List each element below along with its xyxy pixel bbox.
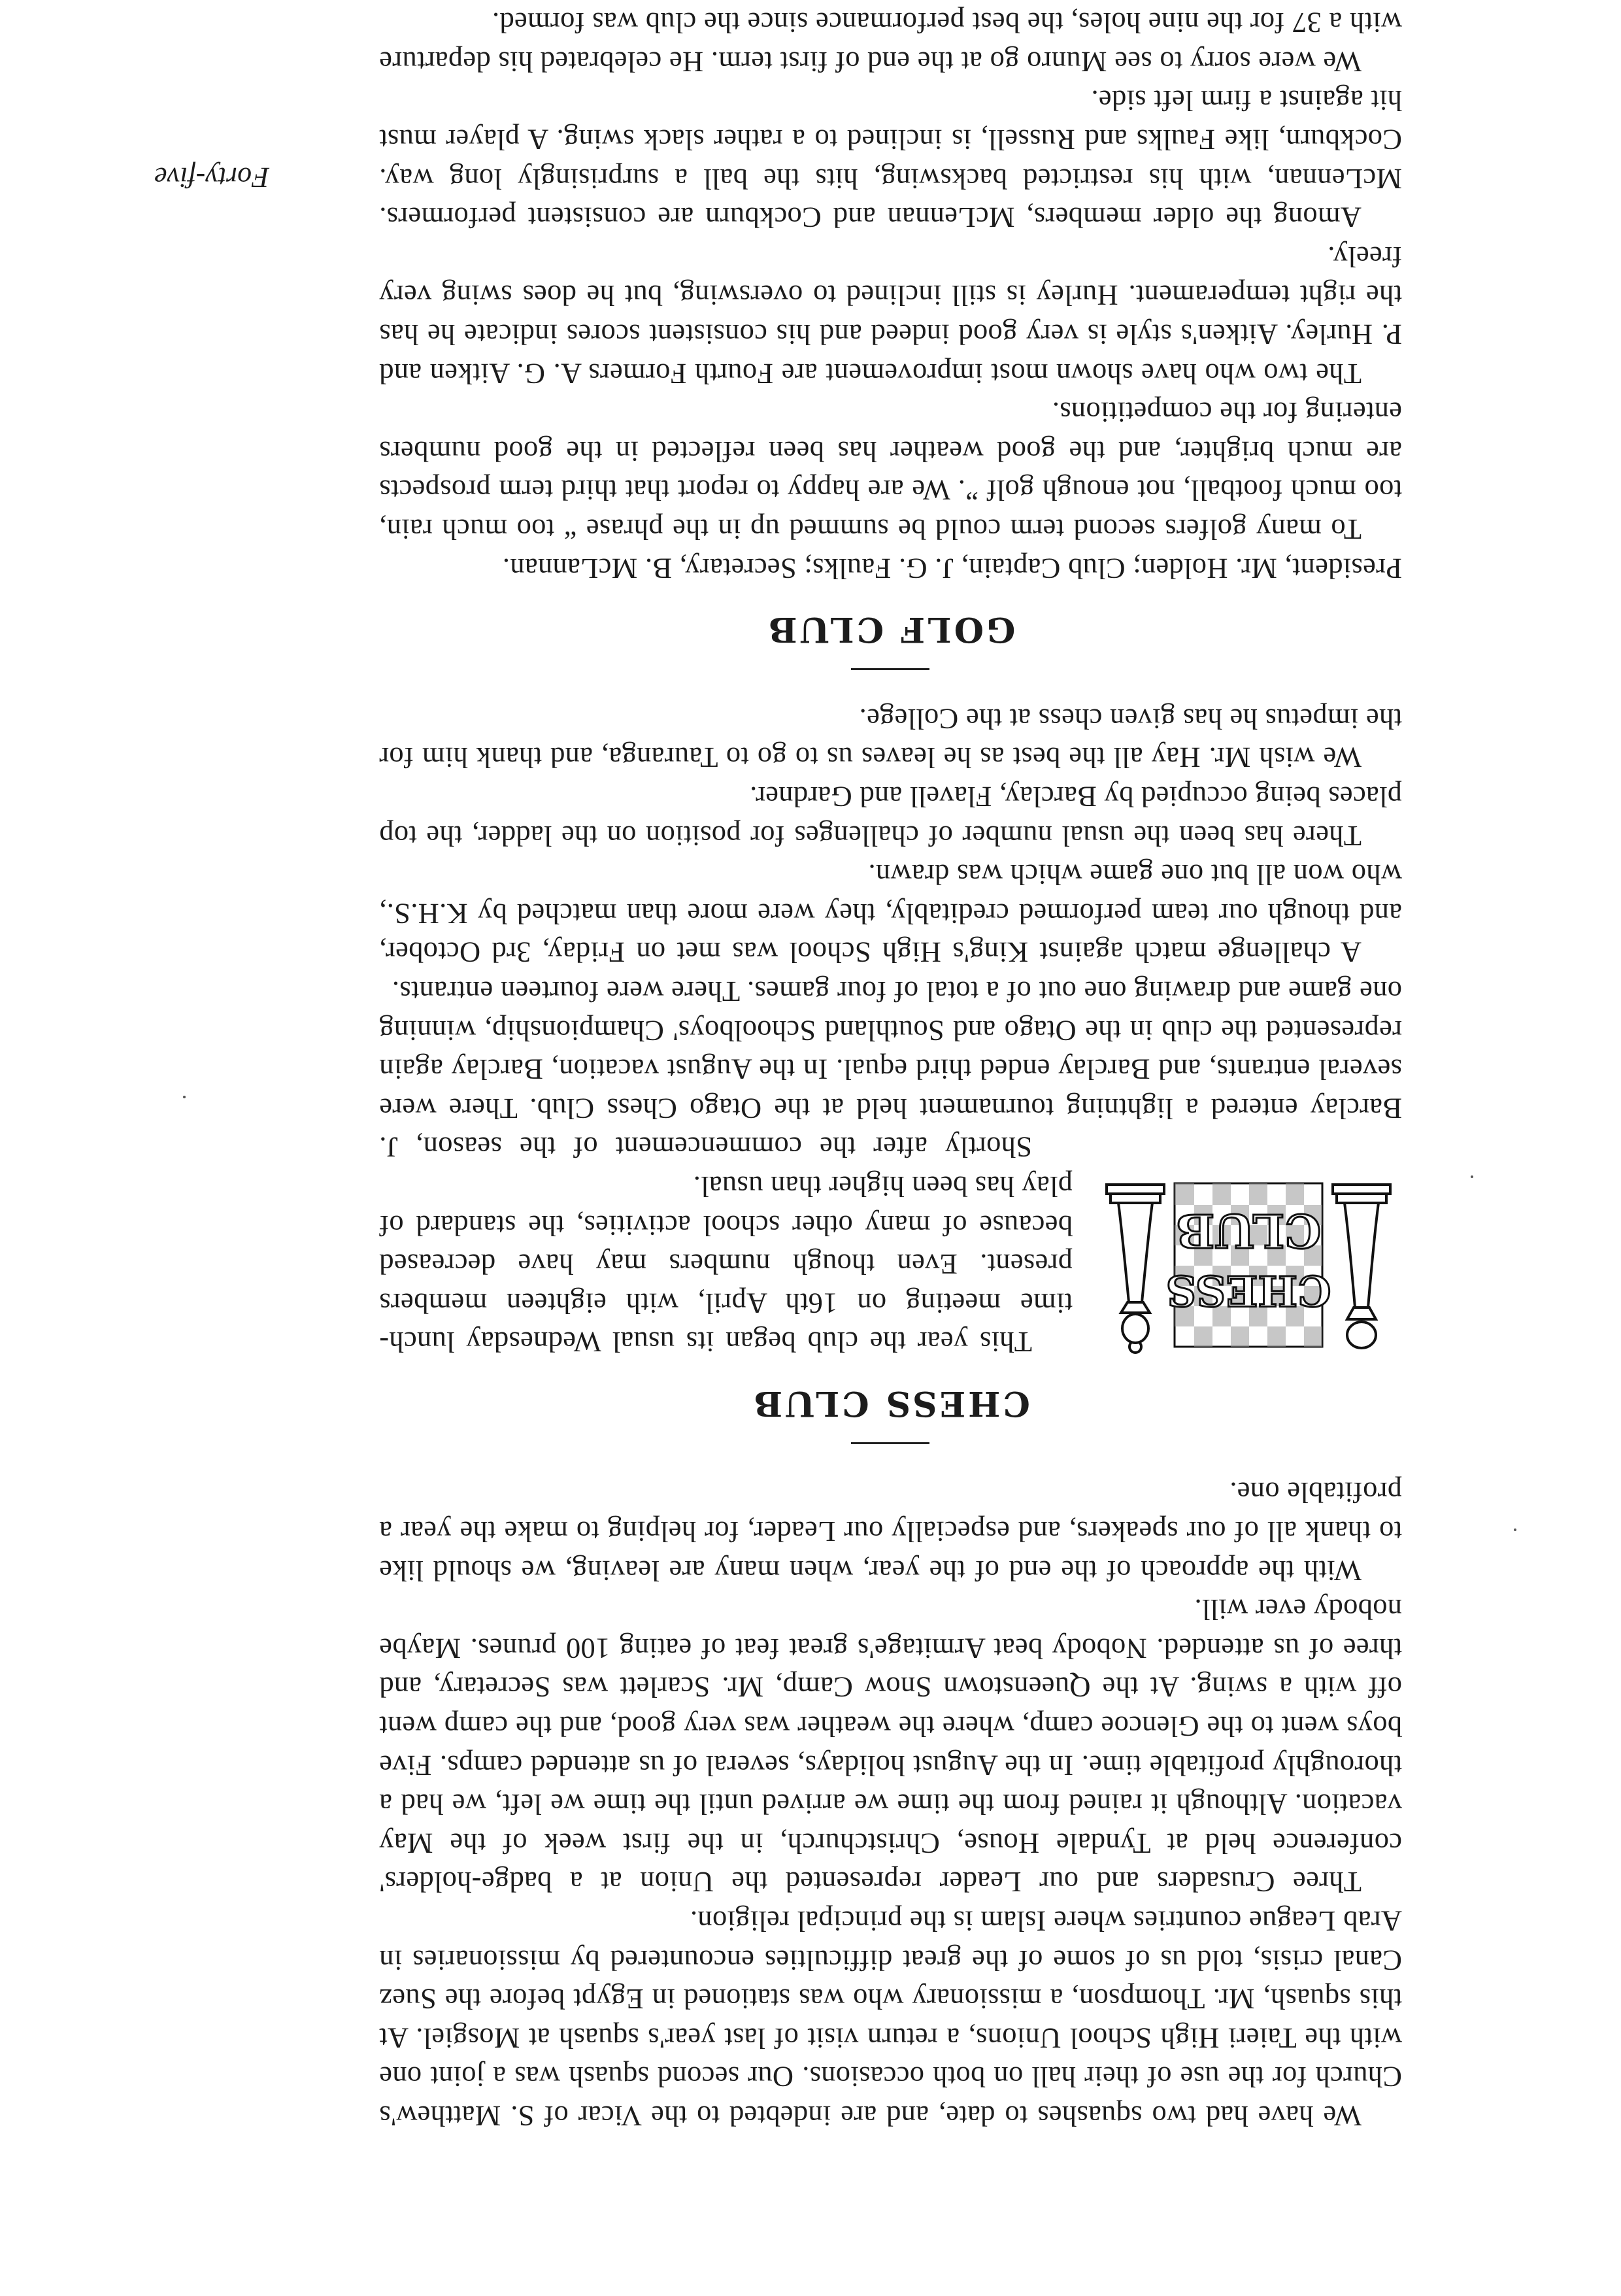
golf-paragraph-4: We were sorry to see Munro go at the end of first term. He celebrated his departure with a 37 for the nine holes, the best performance since the club was formed. [379, 7, 1402, 78]
chess-pieces-icon [1095, 1170, 1402, 1360]
chess-paragraph-5: We wish Mr. Hay all the best as he leaves us to go to Tauranga, and thank him for the impetus he has given chess at the College. [379, 702, 1402, 775]
chess-paragraph-2: Shortly after the commencement of the season, J. Barclay entered a lightning tournament held at the Otago Chess Club. There were several entrants, and Barclay ended third equal. In the August vacation, Barclay again represented the club in the Otago and Southland Schoolboys' Championship, winning one game and drawing one out of a total of four games. There were fourteen entrants. [379, 975, 1402, 1164]
chess-paragraph-1: This year the club began its usual Wednesday lunch-time meeting on 16th April, with eighteen members present. Even though numbers may have decreased because of many other school activities, the standard of play has been higher than usual. [379, 1170, 1073, 1359]
section-divider [852, 1442, 930, 1444]
scan-speck [1514, 1528, 1516, 1531]
golf-officers: President, Mr. Holden; Club Captain, J. G. Faulks; Secretary, B. McLannan. [502, 552, 1402, 585]
chess-paragraph-3: A challenge match against King's High School was met on Friday, 3rd October, and though our team performed creditably, they were more than matched by K.H.S., who won all but one game which was drawn. [379, 858, 1402, 970]
golf-section [379, 0, 1402, 588]
chess-paragraph-4: There has been the usual number of challenges for position on the ladder, the top places being occupied by Barclay, Flavell and Gardner. [379, 781, 1402, 853]
chess-emblem-text-line2: CLUB [1175, 1204, 1322, 1258]
intro-paragraph-3: With the approach of the end of the year, when many are leaving, we should like to thank all of our speakers, and especially our Leader, for helping to make the year a profitable one. [379, 1476, 1402, 1587]
golf-paragraph-2: The two who have shown most improvement are Fourth Formers A. G. Aitken and P. Hurley. Aitken's style is very good indeed and his consistent scores indicate he has the right temperament. Hurley is still inclined to overswing, but he does swing very freely. [379, 240, 1402, 390]
intro-paragraph-1: We have had two squashes to date, and are indebted to the Vicar of S. Matthew's Church for the use of their hall on both occasions. Our second squash was a joint one with the Taieri High School Unions, a return visit of last year's squash at Mosgiel. At this squash, Mr. Thompson, a missionary who was stationed in Egypt before the Suez Canal crisis, told us of some of the great difficulties encountered by missionaries in Arab League countries where Islam is the principal religion. [379, 1905, 1402, 2133]
chess-heading: CHESS CLUB [751, 1383, 1030, 1423]
golf-paragraph-3: Among the older members, McLennan and Cockburn are consistent performers. McLennan, with his restricted backswing, hits the ball a surprisingly long way. Cockburn, like Faulks and Russell, is inclined to a rather slack swing. A player must hit against a firm left side. [379, 84, 1402, 235]
golf-paragraph-1: To many golfers second term could be summed up in the phrase “ too much rain, too much football, not enough golf ”. We are happy to report that third term prospects are much brighter, and the good weather has been reflected in the good numbers entering for the competitions. [379, 396, 1402, 547]
chess-section [379, 699, 1402, 1361]
scan-speck [1471, 1175, 1473, 1178]
chess-emblem-image [1095, 1170, 1402, 1360]
section-divider [852, 668, 930, 670]
golf-paragraph-5 [379, 0, 1402, 3]
intro-section [379, 1473, 1402, 2135]
page-number: Forty-five [154, 161, 269, 194]
golf-heading: GOLF CLUB [765, 609, 1016, 650]
text-column [379, 0, 1402, 2135]
intro-paragraph-2: Three Crusaders and our Leader represented the Union at a badge-holders' conference held at Tyndale House, Christchurch, in the first week of the May vacation. Although it rained from the time we arrived until the time we left, we had a thoroughly profitable time. In the August holidays, several of us attended camps. Five boys went to the Glencoe camp, where the weather was very good, and the camp went off with a swing. At the Queenstown Snow Camp, Mr. Scarlett was Secretary, and three of us attended. Nobody beat Armitage's great feat of eating 100 prunes. Maybe nobody ever will. [379, 1593, 1402, 1899]
chess-emblem-text-line1: CHESS [1165, 1266, 1331, 1315]
scan-speck [183, 1096, 186, 1098]
